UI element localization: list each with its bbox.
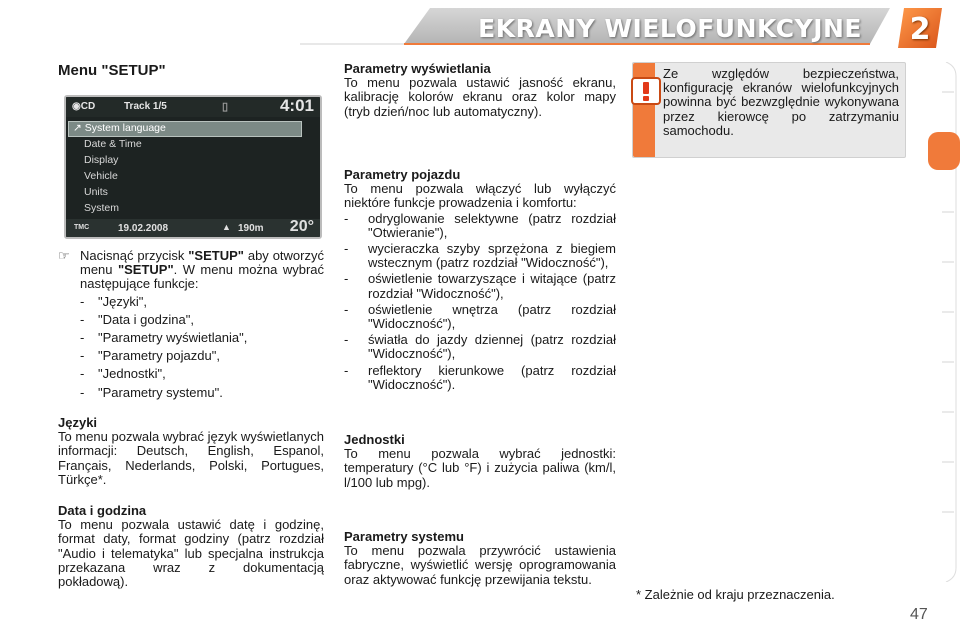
screen-menu-item: Date & Time (84, 138, 142, 150)
list-item: - "Języki", (80, 293, 147, 309)
screen-date: 19.02.2008 (118, 223, 169, 234)
screen-menu-item: System (84, 202, 120, 214)
section-text: To menu pozwala wybrać język wyświetlanych informacji: Deutsch, English, Espanol, Français, Nederlands, Polski, Portugues, Türkçe*. (58, 429, 324, 487)
list-item: - reflektory kierunkowe (patrz rozdział "Widoczność"). (344, 362, 616, 392)
chapter-title: EKRANY WIELOFUNKCYJNE (478, 14, 862, 43)
list-item: - "Jednostki", (80, 366, 166, 382)
screen-menu-item: Display (84, 154, 119, 166)
section-heading: Parametry wyświetlania (344, 61, 491, 76)
list-item: - odryglowanie selektywne (patrz rozdział "Otwieranie"), (344, 210, 616, 240)
section-parametry-wyswietlania (344, 62, 616, 119)
section-jednostki (344, 433, 616, 490)
screen-track: Track 1/5 (124, 101, 167, 112)
list-item: - wycieraczka szyby sprzężona z biegiem wstecznym (patrz rozdział "Widoczność"), (344, 241, 616, 271)
screen-time: 4:01 (279, 96, 314, 115)
exclamation-icon (631, 77, 661, 105)
footnote: * Zależnie od kraju przeznaczenia. (636, 587, 835, 602)
warning-text: Ze względów bezpieczeństwa, konfigurację ekranów wielofunkcyjnych powinna być bezwzględnie wykonywana przez kierowcę po zatrzymaniu samochodu. (663, 66, 899, 138)
instruction-block (58, 249, 324, 400)
list-item: - "Parametry pojazdu", (80, 348, 220, 364)
section-text: To menu pozwala włączyć lub wyłączyć niektóre funkcje prowadzenia i komfortu: (344, 181, 616, 211)
screen-distance: 190m (238, 223, 264, 234)
chapter-tabs[interactable] (928, 62, 960, 582)
section-parametry-systemu (344, 530, 616, 587)
section-text: To menu pozwala ustawić datę i godzinę, format daty, format godziny (patrz rozdział "Audio i telematyka" lub specjalna instrukcja przekazana wraz z dokumentacją pokładową). (58, 517, 324, 590)
list-item: - "Data i godzina", (80, 311, 194, 327)
section-text: To menu pozwala wybrać jednostki: temperatury (°C lub °F) i zużycia paliwa (km/l, l/100 lub mpg). (344, 446, 616, 490)
page-number: 47 (910, 606, 928, 623)
section-heading: Języki (58, 415, 98, 430)
list-item: - oświetlenie towarzyszące i witające (patrz rozdział "Widoczność"), (344, 271, 616, 301)
screen-divider-icon: ▯ (222, 101, 229, 113)
section-parametry-pojazdu (344, 168, 616, 392)
chapter-number: 2 (909, 12, 931, 47)
direction-arrow-icon: ▲ (222, 222, 231, 232)
screen-menu-item: Vehicle (84, 170, 118, 182)
screen-status-bar (66, 97, 320, 117)
section-heading: Parametry systemu (344, 529, 464, 544)
screen-source: ◉CD (72, 101, 96, 112)
pointing-hand-icon: ☞ (58, 248, 70, 263)
setup-screen-photo (64, 95, 322, 239)
menu-setup-title: Menu "SETUP" (58, 62, 166, 79)
section-jezyki (58, 416, 324, 487)
section-heading: Parametry pojazdu (344, 167, 461, 182)
list-item: - "Parametry wyświetlania", (80, 330, 248, 346)
screen-tmc: TMC (74, 224, 90, 231)
screen-temperature: 20° (289, 218, 314, 235)
list-item: - "Parametry systemu". (80, 384, 223, 400)
list-item: - oświetlenie wnętrza (patrz rozdział "Widoczność"), (344, 301, 616, 332)
instruction-text: Nacisnąć przycisk "SETUP" aby otworzyć menu "SETUP". W menu można wybrać następujące funkcje: (80, 248, 324, 292)
safety-warning-box (632, 62, 906, 158)
list-item: - światła do jazdy dziennej (patrz rozdział "Widoczność"), (344, 332, 616, 362)
chapter-number-badge (896, 6, 944, 50)
section-text: To menu pozwala ustawić jasność ekranu, kalibrację kolorów ekranu oraz kolor mapy (tryb dzień/noc lub automatyczny). (344, 75, 616, 119)
section-text: To menu pozwala przywrócić ustawienia fabryczne, wyświetlić wersję oprogramowania oraz aktywować funkcję przewijania tekstu. (344, 543, 616, 587)
screen-menu-item: Units (84, 186, 108, 198)
screen-menu-item: ↗ System language (73, 122, 166, 134)
section-data-godzina (58, 504, 324, 589)
section-heading: Data i godzina (58, 503, 147, 518)
screen-info-bar (66, 219, 320, 237)
section-heading: Jednostki (344, 432, 405, 447)
